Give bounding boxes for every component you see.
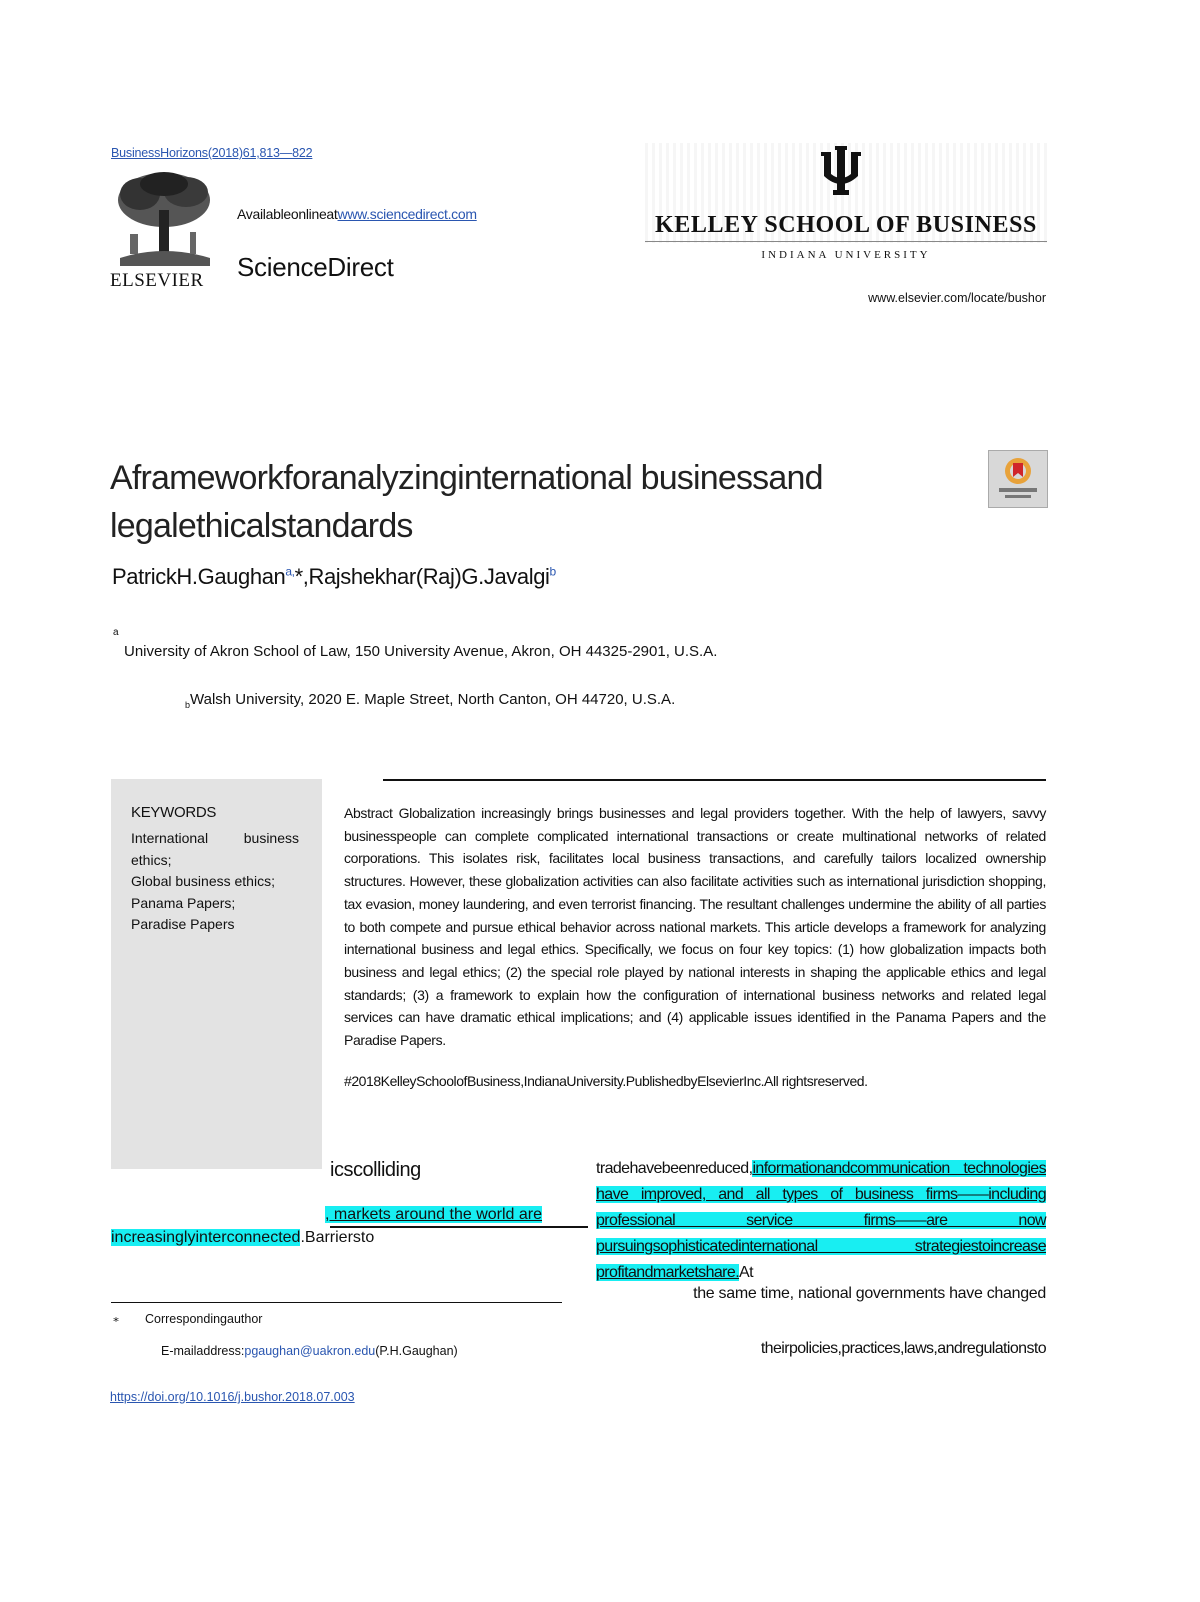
highlighted-text[interactable]: , markets around the world are <box>325 1206 542 1223</box>
corresponding-author-note: Correspondingauthor <box>145 1312 263 1326</box>
elsevier-wordmark: ELSEVIER <box>110 270 204 291</box>
section-heading: icscolliding <box>330 1159 421 1181</box>
body-text: tradehavebeenreduced, <box>596 1160 753 1177</box>
keyword-item: International business ethics; <box>131 830 299 868</box>
left-column-text <box>111 1203 584 1249</box>
affiliation-b-mark: b <box>185 700 191 710</box>
email-label: E-mailaddress: <box>161 1344 245 1358</box>
sciencedirect-title: ScienceDirect <box>237 252 394 282</box>
title-line-2: legalethicalstandards <box>110 507 413 545</box>
title-line-1: Aframeworkforanalyzinginternational businessand <box>110 459 823 497</box>
author-1-affiliation-mark[interactable]: a, <box>285 564 295 579</box>
sciencedirect-link[interactable]: www.sciencedirect.com <box>337 206 477 222</box>
affiliation-a: University of Akron School of Law, 150 University Avenue, Akron, OH 44325-2901, U.S.A. <box>124 643 718 660</box>
affiliation-a-mark: a <box>113 627 119 638</box>
keyword-item: Paradise Papers <box>131 916 235 932</box>
keywords-heading: KEYWORDS <box>131 804 217 821</box>
kelley-divider <box>645 241 1047 242</box>
affiliation-b <box>185 691 675 710</box>
highlighted-text[interactable]: increasinglyinterconnected <box>111 1229 301 1246</box>
elsevier-tree-logo <box>110 170 218 266</box>
author-2: Rajshekhar(Raj)G.Javalgi <box>308 564 550 589</box>
abstract-top-rule <box>383 779 1046 781</box>
abstract-text: Abstract Globalization increasingly brings businesses and legal providers together. With the help of lawyers, savvy businesspeople can complete complicated international transactions or create multinational networks of related corporations. This isolates risk, facilitates local business transactions, and carefully tailors localized ownership structures. However, these globalization activities can also facilitate activities such as international jurisdiction shopping, tax evasion, money laundering, and even terrorist financing. The resultant challenges undermine the ability of all parties to both compete and pursue ethical behavior across national markets. This article develops a framework for analyzing international business and legal ethics. Specifically, we focus on four key topics: (1) how globalization impacts both business and legal ethics; (2) the special role played by national interests in shaping the applicable ethics and legal standards; (3) a framework to explain how the configuration of international business networks and related legal services can have dramatic ethical implications; and (4) applicable issues identified in the Panama Papers and the Paradise Papers. <box>344 805 1046 1049</box>
check-for-updates-badge[interactable] <box>988 450 1048 508</box>
body-text: At <box>739 1264 753 1281</box>
email-link[interactable]: pgaughan@uakron.edu <box>244 1344 376 1358</box>
authors-line <box>112 564 556 590</box>
author-1: PatrickH.Gaughan <box>112 564 286 589</box>
corresponding-star[interactable]: * <box>294 564 303 589</box>
keywords-list <box>131 828 299 936</box>
footnote-mark: ⁎ <box>113 1311 119 1325</box>
kelley-school-name: KELLEY SCHOOL OF BUSINESS <box>654 212 1037 238</box>
right-column-line: the same time, national governments have changed <box>693 1285 1046 1302</box>
right-column-text <box>596 1156 1046 1286</box>
copyright-line: #2018KelleySchoolofBusiness,IndianaUniversity.PublishedbyElsevierInc.All rightsreserved. <box>344 1073 868 1089</box>
affiliation-b-text: Walsh University, 2020 E. Maple Street, North Canton, OH 44720, U.S.A. <box>190 691 676 708</box>
doi-link[interactable]: https://doi.org/10.1016/j.bushor.2018.07.003 <box>110 1390 355 1404</box>
journal-homepage-link[interactable]: www.elsevier.com/locate/bushor <box>868 291 1046 305</box>
highlighted-text[interactable]: informationandcommunication technologies have improved, and all types of business firms——including professional service firms——are now pursuingsophisticatedinternational strategiestoincrease profitandmarketshare. <box>596 1160 1046 1281</box>
available-prefix: Availableonlineat <box>237 206 338 222</box>
footnote-rule <box>111 1302 562 1303</box>
keyword-item: Global business ethics; <box>131 873 275 889</box>
right-column-line: theirpolicies,practices,laws,andregulationsto <box>760 1340 1046 1357</box>
author-2-affiliation-mark[interactable]: b <box>549 564 556 579</box>
email-owner: (P.H.Gaughan) <box>375 1344 458 1358</box>
author-separator: , <box>302 564 309 589</box>
article-title <box>110 454 950 550</box>
iu-trident-icon <box>818 146 864 196</box>
journal-reference-link[interactable]: BusinessHorizons(2018)61,813—822 <box>111 146 313 160</box>
available-online <box>237 206 477 222</box>
body-text: .Barriersto <box>300 1229 375 1246</box>
indiana-university-subtitle: INDIANA UNIVERSITY <box>761 249 931 261</box>
email-footnote <box>161 1344 458 1358</box>
keyword-item: Panama Papers; <box>131 894 236 911</box>
crossmark-icon <box>989 451 1047 507</box>
